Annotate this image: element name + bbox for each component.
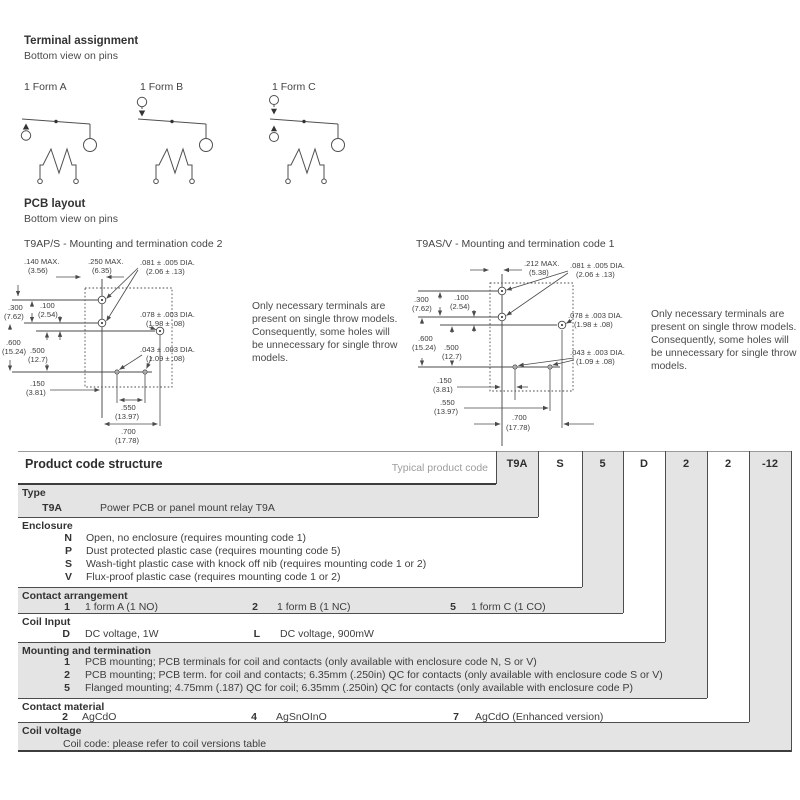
dim-label: .550	[440, 398, 455, 407]
dim-label: .550	[121, 403, 136, 412]
form-a-schematic	[18, 93, 128, 193]
dim-label: (15.24)	[412, 343, 437, 352]
entry-desc: Flux-proof plastic case (requires mounting code 1 or 2)	[86, 571, 341, 583]
code-column-coil-voltage	[749, 451, 791, 752]
single-throw-note: Only necessary terminals are present on single throw models. Consequently, some holes will be unnecessary for single throw models.	[651, 309, 797, 372]
entry-desc: Wash-tight plastic case with knock off nib (requires mounting code 1 or 2)	[86, 558, 427, 570]
entry-code: 5	[64, 682, 70, 694]
entry-code: 5	[450, 601, 456, 613]
code-cell-type: T9A	[506, 458, 528, 470]
form-a-label: 1 Form A	[24, 81, 67, 93]
dim-label: (1.09 ± .08)	[576, 357, 615, 366]
single-throw-note: Only necessary terminals are present on single throw models. Consequently, some holes will be unnecessary for single throw models.	[252, 301, 398, 364]
dim-label: .600	[418, 334, 433, 343]
divider	[18, 517, 538, 518]
divider	[18, 587, 582, 588]
terminal-assignment-title: Terminal assignment	[24, 35, 139, 47]
divider	[707, 451, 708, 698]
entry-code: 1	[64, 601, 70, 613]
dim-label: .150	[30, 379, 45, 388]
section-title-mounting: Mounting and termination	[22, 645, 151, 657]
dim-label: .700	[121, 427, 136, 436]
dim-label: (5.38)	[529, 268, 549, 277]
entry-code: N	[64, 532, 72, 544]
pcb-left-drawing	[2, 250, 258, 446]
section-title-contact-arrangement: Contact arrangement	[22, 590, 128, 602]
form-c-schematic	[266, 93, 376, 193]
code-cell-enclosure: S	[556, 458, 564, 470]
entry-code: V	[64, 571, 72, 583]
dim-label: (15.24)	[2, 347, 27, 356]
dim-label: (1.98 ± .08)	[146, 319, 185, 328]
section-band-type	[18, 484, 538, 517]
divider	[623, 451, 624, 613]
entry-desc: Power PCB or panel mount relay T9A	[100, 502, 275, 514]
dim-label: .081 ± .005 DIA.	[570, 261, 625, 270]
product-code-structure	[18, 451, 792, 752]
entry-desc: AgCdO (Enhanced version)	[475, 711, 604, 723]
dim-label: .500	[30, 346, 45, 355]
dim-label: (13.97)	[115, 412, 140, 421]
dim-label: .078 ± .003 DIA.	[568, 311, 623, 320]
divider	[665, 451, 666, 642]
dim-label: (6.35)	[92, 266, 112, 275]
entry-code: T9A	[42, 502, 62, 514]
divider	[18, 698, 707, 699]
entry-desc: AgSnOInO	[276, 711, 327, 723]
pcb-layout-title: PCB layout	[24, 198, 86, 210]
section-title-contact-material: Contact material	[22, 701, 105, 713]
entry-code: 1	[64, 656, 70, 668]
divider	[18, 722, 749, 723]
terminal-assignment-subtitle: Bottom view on pins	[24, 50, 118, 62]
section-title-coil-input: Coil Input	[22, 616, 71, 628]
dim-label: (1.09 ± .08)	[146, 354, 185, 363]
dim-label: .150	[437, 376, 452, 385]
entry-desc: 1 form C (1 CO)	[471, 601, 546, 613]
dim-label: (1.98 ± .08)	[574, 320, 613, 329]
entry-desc: Open, no enclosure (requires mounting code 1)	[86, 532, 307, 544]
dim-label: .500	[444, 343, 459, 352]
dim-label: (12.7)	[28, 355, 48, 364]
entry-code: 7	[453, 711, 459, 723]
dim-label: .250 MAX.	[88, 257, 124, 266]
dim-label: (13.97)	[434, 407, 459, 416]
entry-desc: Coil code: please refer to coil versions table	[63, 738, 267, 750]
entry-desc: PCB mounting; PCB terminals for coil and contacts (only available with enclosure code N, S or V)	[85, 656, 537, 668]
dim-label: (7.62)	[4, 312, 24, 321]
code-cell-coil-voltage: -12	[762, 458, 778, 470]
entry-code: L	[253, 628, 260, 640]
dim-label: .043 ± .003 DIA.	[140, 345, 195, 354]
dim-label: (17.78)	[115, 436, 140, 445]
divider	[791, 451, 792, 752]
entry-code: D	[62, 628, 70, 640]
section-title-enclosure: Enclosure	[22, 520, 73, 532]
dim-label: (3.81)	[26, 388, 46, 397]
entry-desc: DC voltage, 1W	[85, 628, 159, 640]
code-cell-mounting: 2	[682, 458, 690, 470]
dim-label: .600	[6, 338, 21, 347]
divider	[18, 451, 792, 452]
entry-desc: PCB mounting; PCB term. for coil and contacts; 6.35mm (.250in) QC for contacts (only available with enclosure code S or V)	[85, 669, 663, 681]
entry-code: 2	[62, 711, 68, 723]
divider	[18, 613, 623, 614]
dim-label: .100	[454, 293, 469, 302]
dim-label: .212 MAX.	[524, 259, 560, 268]
divider	[582, 451, 583, 587]
dim-label: .081 ± .005 DIA.	[140, 258, 195, 267]
entry-desc: 1 form B (1 NC)	[277, 601, 351, 613]
dim-label: (2.54)	[450, 302, 470, 311]
dim-label: .700	[512, 413, 527, 422]
dim-label: (2.06 ± .13)	[146, 267, 185, 276]
dim-label: .300	[414, 295, 429, 304]
section-title-type: Type	[22, 487, 46, 499]
entry-desc: Flanged mounting; 4.75mm (.187) QC for coil; 6.35mm (.250in) QC for contacts (only available with enclosure code P)	[85, 682, 633, 694]
product-code-title: Product code structure	[25, 457, 163, 471]
dim-label: (3.81)	[433, 385, 453, 394]
pcb-left-title: T9AP/S - Mounting and termination code 2	[24, 238, 223, 250]
pcb-layout-subtitle: Bottom view on pins	[24, 213, 118, 225]
dim-label: (2.06 ± .13)	[576, 270, 615, 279]
dim-label: .043 ± .003 DIA.	[570, 348, 625, 357]
dim-label: (12.7)	[442, 352, 462, 361]
form-b-label: 1 Form B	[140, 81, 184, 93]
entry-code: P	[64, 545, 72, 557]
dim-label: .078 ± .003 DIA.	[140, 310, 195, 319]
form-c-label: 1 Form C	[272, 81, 316, 93]
entry-desc: 1 form A (1 NO)	[85, 601, 158, 613]
pcb-right-title: T9AS/V - Mounting and termination code 1	[416, 238, 615, 250]
entry-code: 2	[252, 601, 258, 613]
divider	[18, 483, 496, 485]
typical-product-code-label: Typical product code	[391, 462, 488, 474]
dim-label: (17.78)	[506, 423, 531, 432]
dim-label: .100	[40, 301, 55, 310]
dim-label: .140 MAX.	[24, 257, 60, 266]
divider	[18, 642, 665, 643]
pcb-right-drawing	[412, 250, 662, 452]
divider	[18, 750, 791, 752]
code-cell-contact-arrangement: 5	[599, 458, 606, 470]
dim-label: (2.54)	[38, 310, 58, 319]
dim-label: (3.56)	[28, 266, 48, 275]
entry-code: S	[64, 558, 72, 570]
form-b-schematic	[134, 93, 244, 193]
entry-desc: AgCdO	[82, 711, 117, 723]
divider	[749, 451, 750, 722]
code-cell-coil-input: D	[640, 458, 648, 470]
entry-desc: DC voltage, 900mW	[280, 628, 374, 640]
entry-code: 4	[251, 711, 257, 723]
dim-label: (7.62)	[412, 304, 432, 313]
entry-code: 2	[64, 669, 70, 681]
section-title-coil-voltage: Coil voltage	[22, 725, 82, 737]
code-cell-contact-material: 2	[724, 458, 732, 470]
entry-desc: Dust protected plastic case (requires mounting code 5)	[86, 545, 341, 557]
dim-label: .300	[8, 303, 23, 312]
